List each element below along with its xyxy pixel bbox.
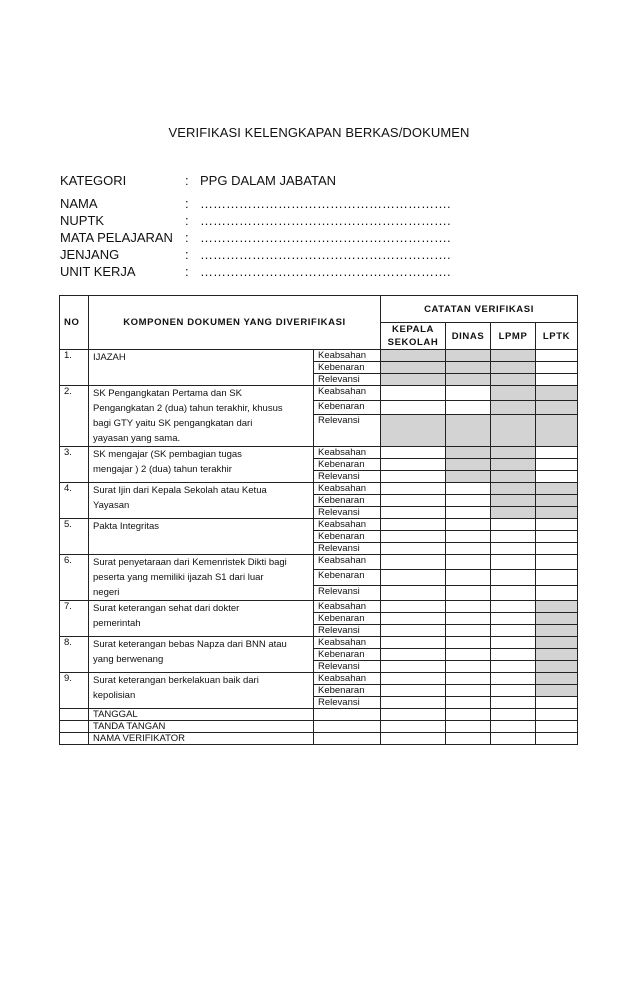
component-name [89,637,314,673]
check-cell-lptk [536,400,578,415]
verification-table [59,295,578,745]
check-cell-kepala[interactable] [381,673,446,685]
check-cell-lptk [536,673,578,685]
check-cell-kepala[interactable] [381,459,446,471]
check-cell-kepala[interactable] [381,447,446,459]
check-cell-kepala [381,415,446,447]
header-komponen: KOMPONEN DOKUMEN YANG DIVERIFIKASI [89,296,381,350]
info-colon: : [185,213,189,228]
check-cell-kepala[interactable] [381,625,446,637]
check-cell-kepala[interactable] [381,400,446,415]
footer-cell-lpmp[interactable] [491,709,536,721]
check-cell-lpmp [491,447,536,459]
component-line: yang berwenang [93,654,164,665]
criterion-label: Keabsahan [314,637,381,649]
footer-label: TANDA TANGAN [89,721,314,733]
row-number: 3. [60,447,89,483]
check-cell-kepala [381,350,446,362]
check-cell-kepala[interactable] [381,570,446,585]
info-row-nuptk [60,212,451,229]
check-cell-kepala[interactable] [381,495,446,507]
check-cell-lpmp[interactable] [491,555,536,570]
check-cell-lpmp[interactable] [491,531,536,543]
footer-cell-lpmp[interactable] [491,733,536,745]
footer-blank [60,721,89,733]
info-row-kategori [60,172,451,189]
info-label: MATA PELAJARAN [60,230,173,245]
info-row-nama [60,195,451,212]
check-cell-dinas[interactable] [446,661,491,673]
check-cell-kepala[interactable] [381,661,446,673]
criterion-label: Keabsahan [314,673,381,685]
check-cell-lptk[interactable] [536,570,578,585]
criterion-label: Kebenaran [314,531,381,543]
component-name [89,483,314,519]
footer-blank [60,733,89,745]
check-cell-dinas [446,350,491,362]
table-row [60,601,578,613]
info-row-jenjang [60,246,451,263]
footer-cell-lptk[interactable] [536,733,578,745]
check-cell-lpmp [491,415,536,447]
check-cell-kepala[interactable] [381,519,446,531]
check-cell-lpmp [491,471,536,483]
info-colon: : [185,247,189,262]
check-cell-lptk [536,613,578,625]
check-cell-kepala[interactable] [381,531,446,543]
criterion-label: Relevansi [314,585,381,600]
check-cell-dinas [446,447,491,459]
footer-cell-lptk[interactable] [536,721,578,733]
info-value: PPG DALAM JABATAN [200,173,337,188]
table-row [60,350,578,362]
criterion-label: Relevansi [314,415,381,447]
footer-cell-dinas[interactable] [446,709,491,721]
row-number: 6. [60,555,89,601]
check-cell-lptk[interactable] [536,519,578,531]
info-value: …………………………………………………. [200,264,451,279]
table-row [60,447,578,459]
check-cell-lptk [536,507,578,519]
footer-cell-dinas[interactable] [446,721,491,733]
footer-cell-kepala[interactable] [381,709,446,721]
table-row [60,519,578,531]
footer-row [60,709,578,721]
info-label: KATEGORI [60,173,127,188]
criterion-label: Keabsahan [314,555,381,570]
criterion-label: Relevansi [314,471,381,483]
check-cell-kepala [381,362,446,374]
row-number: 7. [60,601,89,637]
check-cell-dinas[interactable] [446,543,491,555]
check-cell-dinas[interactable] [446,649,491,661]
check-cell-lpmp[interactable] [491,585,536,600]
check-cell-dinas[interactable] [446,625,491,637]
footer-label: NAMA VERIFIKATOR [89,733,314,745]
criterion-label: Kebenaran [314,570,381,585]
row-number: 9. [60,673,89,709]
header-dinas: DINAS [446,323,491,350]
check-cell-lpmp[interactable] [491,697,536,709]
check-cell-kepala[interactable] [381,613,446,625]
header-lptk: LPTK [536,323,578,350]
component-name [89,386,314,447]
check-cell-dinas[interactable] [446,585,491,600]
check-cell-lptk[interactable] [536,697,578,709]
component-name [89,447,314,483]
check-cell-dinas[interactable] [446,386,491,401]
check-cell-lptk [536,601,578,613]
check-cell-lpmp [491,374,536,386]
component-line: peserta yang memiliki ijazah S1 dari luar [93,572,264,583]
component-line: IJAZAH [93,352,126,363]
check-cell-dinas[interactable] [446,613,491,625]
info-label: NAMA [60,196,98,211]
check-cell-lpmp [491,386,536,401]
criterion-label: Keabsahan [314,601,381,613]
footer-blank [314,733,381,745]
component-line: kepolisian [93,690,136,701]
check-cell-lptk[interactable] [536,543,578,555]
criterion-label: Relevansi [314,374,381,386]
check-cell-kepala[interactable] [381,483,446,495]
criterion-label: Relevansi [314,625,381,637]
component-line: negeri [93,587,120,598]
criterion-label: Keabsahan [314,386,381,401]
check-cell-lptk[interactable] [536,362,578,374]
criterion-label: Keabsahan [314,447,381,459]
row-number: 4. [60,483,89,519]
footer-cell-kepala[interactable] [381,721,446,733]
criterion-label: Kebenaran [314,362,381,374]
check-cell-lpmp [491,507,536,519]
check-cell-lptk [536,415,578,447]
criterion-label: Kebenaran [314,459,381,471]
info-label: NUPTK [60,213,105,228]
check-cell-lpmp[interactable] [491,673,536,685]
check-cell-dinas[interactable] [446,495,491,507]
header-no: NO [60,296,89,350]
check-cell-lpmp [491,495,536,507]
footer-label: TANGGAL [89,709,314,721]
check-cell-dinas[interactable] [446,685,491,697]
component-line: SK Pengangkatan Pertama dan SK [93,388,242,399]
check-cell-dinas[interactable] [446,531,491,543]
check-cell-dinas[interactable] [446,601,491,613]
footer-cell-lpmp[interactable] [491,721,536,733]
row-number: 2. [60,386,89,447]
footer-row [60,733,578,745]
check-cell-kepala[interactable] [381,649,446,661]
component-line: Pengangkatan 2 (dua) tahun terakhir, khusus [93,403,283,414]
table-row [60,386,578,401]
criterion-label: Relevansi [314,697,381,709]
criterion-label: Kebenaran [314,649,381,661]
component-name [89,555,314,601]
check-cell-lptk [536,625,578,637]
info-value: …………………………………………………. [200,213,451,228]
table-row [60,673,578,685]
check-cell-lptk[interactable] [536,447,578,459]
criterion-label: Keabsahan [314,483,381,495]
check-cell-dinas[interactable] [446,637,491,649]
component-line: mengajar ) 2 (dua) tahun terakhir [93,464,232,475]
check-cell-kepala[interactable] [381,543,446,555]
check-cell-dinas[interactable] [446,400,491,415]
footer-cell-lptk[interactable] [536,709,578,721]
check-cell-lpmp[interactable] [491,661,536,673]
check-cell-lpmp[interactable] [491,543,536,555]
check-cell-lpmp [491,459,536,471]
check-cell-kepala[interactable] [381,601,446,613]
header-kepala-sekolah: KEPALA SEKOLAH [381,323,446,350]
criterion-label: Keabsahan [314,519,381,531]
check-cell-lptk [536,386,578,401]
check-cell-kepala [381,374,446,386]
footer-row [60,721,578,733]
info-colon: : [185,230,189,245]
component-line: Pakta Integritas [93,521,160,532]
header-catatan: CATATAN VERIFIKASI [381,296,578,323]
check-cell-lpmp [491,400,536,415]
info-label: JENJANG [60,247,120,262]
component-line: Surat Ijin dari Kepala Sekolah atau Ketua [93,485,267,496]
check-cell-dinas[interactable] [446,673,491,685]
check-cell-lpmp [491,483,536,495]
check-cell-dinas[interactable] [446,555,491,570]
check-cell-dinas[interactable] [446,570,491,585]
info-value: …………………………………………………. [200,230,451,245]
component-line: Surat penyetaraan dari Kemenristek Dikti bagi [93,557,287,568]
check-cell-lptk[interactable] [536,585,578,600]
component-name [89,350,314,386]
info-colon: : [185,264,189,279]
check-cell-lpmp[interactable] [491,649,536,661]
check-cell-lptk[interactable] [536,471,578,483]
table-row [60,637,578,649]
footer-blank [314,721,381,733]
component-line: SK mengajar (SK pembagian tugas [93,449,242,460]
check-cell-lpmp [491,350,536,362]
check-cell-lptk[interactable] [536,459,578,471]
check-cell-kepala[interactable] [381,685,446,697]
info-value: …………………………………………………. [200,247,451,262]
info-colon: : [185,196,189,211]
info-label: UNIT KERJA [60,264,136,279]
row-number: 8. [60,637,89,673]
footer-cell-kepala[interactable] [381,733,446,745]
check-cell-lpmp[interactable] [491,613,536,625]
check-cell-lpmp [491,362,536,374]
check-cell-kepala[interactable] [381,507,446,519]
footer-blank [60,709,89,721]
criterion-label: Relevansi [314,507,381,519]
check-cell-lptk [536,661,578,673]
table-row [60,555,578,570]
check-cell-lptk [536,483,578,495]
component-name [89,673,314,709]
criterion-label: Kebenaran [314,685,381,697]
check-cell-lptk [536,685,578,697]
check-cell-lptk [536,637,578,649]
component-name [89,601,314,637]
info-row-mata-pelajaran [60,229,451,246]
check-cell-lptk[interactable] [536,531,578,543]
check-cell-dinas[interactable] [446,519,491,531]
check-cell-lpmp[interactable] [491,601,536,613]
criterion-label: Kebenaran [314,400,381,415]
check-cell-kepala[interactable] [381,637,446,649]
check-cell-lpmp[interactable] [491,637,536,649]
component-line: yayasan yang sama. [93,433,181,444]
header-lpmp: LPMP [491,323,536,350]
component-line: bagi GTY yaitu SK pengangkatan dari [93,418,253,429]
component-line: Surat keterangan berkelakuan baik dari [93,675,259,686]
criterion-label: Kebenaran [314,613,381,625]
check-cell-kepala[interactable] [381,585,446,600]
row-number: 5. [60,519,89,555]
check-cell-kepala[interactable] [381,386,446,401]
check-cell-lpmp[interactable] [491,685,536,697]
footer-cell-dinas[interactable] [446,733,491,745]
check-cell-lpmp[interactable] [491,570,536,585]
component-name [89,519,314,555]
check-cell-lptk [536,649,578,661]
info-row-unit-kerja [60,263,451,280]
footer-blank [314,709,381,721]
check-cell-lpmp[interactable] [491,519,536,531]
info-block [60,172,451,280]
check-cell-kepala[interactable] [381,471,446,483]
check-cell-kepala[interactable] [381,555,446,570]
component-line: pemerintah [93,618,141,629]
component-line: Surat keterangan sehat dari dokter [93,603,240,614]
criterion-label: Keabsahan [314,350,381,362]
row-number: 1. [60,350,89,386]
check-cell-dinas[interactable] [446,507,491,519]
check-cell-kepala[interactable] [381,697,446,709]
document-title: VERIFIKASI KELENGKAPAN BERKAS/DOKUMEN [168,125,470,140]
component-line: Yayasan [93,500,130,511]
check-cell-dinas [446,374,491,386]
info-value: …………………………………………………. [200,196,451,211]
table-row [60,483,578,495]
criterion-label: Relevansi [314,543,381,555]
table-body [60,350,578,745]
check-cell-dinas [446,459,491,471]
check-cell-dinas [446,362,491,374]
check-cell-dinas [446,415,491,447]
check-cell-lptk [536,495,578,507]
check-cell-lptk[interactable] [536,374,578,386]
check-cell-lptk[interactable] [536,350,578,362]
check-cell-dinas[interactable] [446,483,491,495]
criterion-label: Kebenaran [314,495,381,507]
check-cell-dinas [446,471,491,483]
check-cell-lptk[interactable] [536,555,578,570]
component-line: Surat keterangan bebas Napza dari BNN atau [93,639,287,650]
check-cell-lpmp[interactable] [491,625,536,637]
criterion-label: Relevansi [314,661,381,673]
info-colon: : [185,173,189,188]
check-cell-dinas[interactable] [446,697,491,709]
